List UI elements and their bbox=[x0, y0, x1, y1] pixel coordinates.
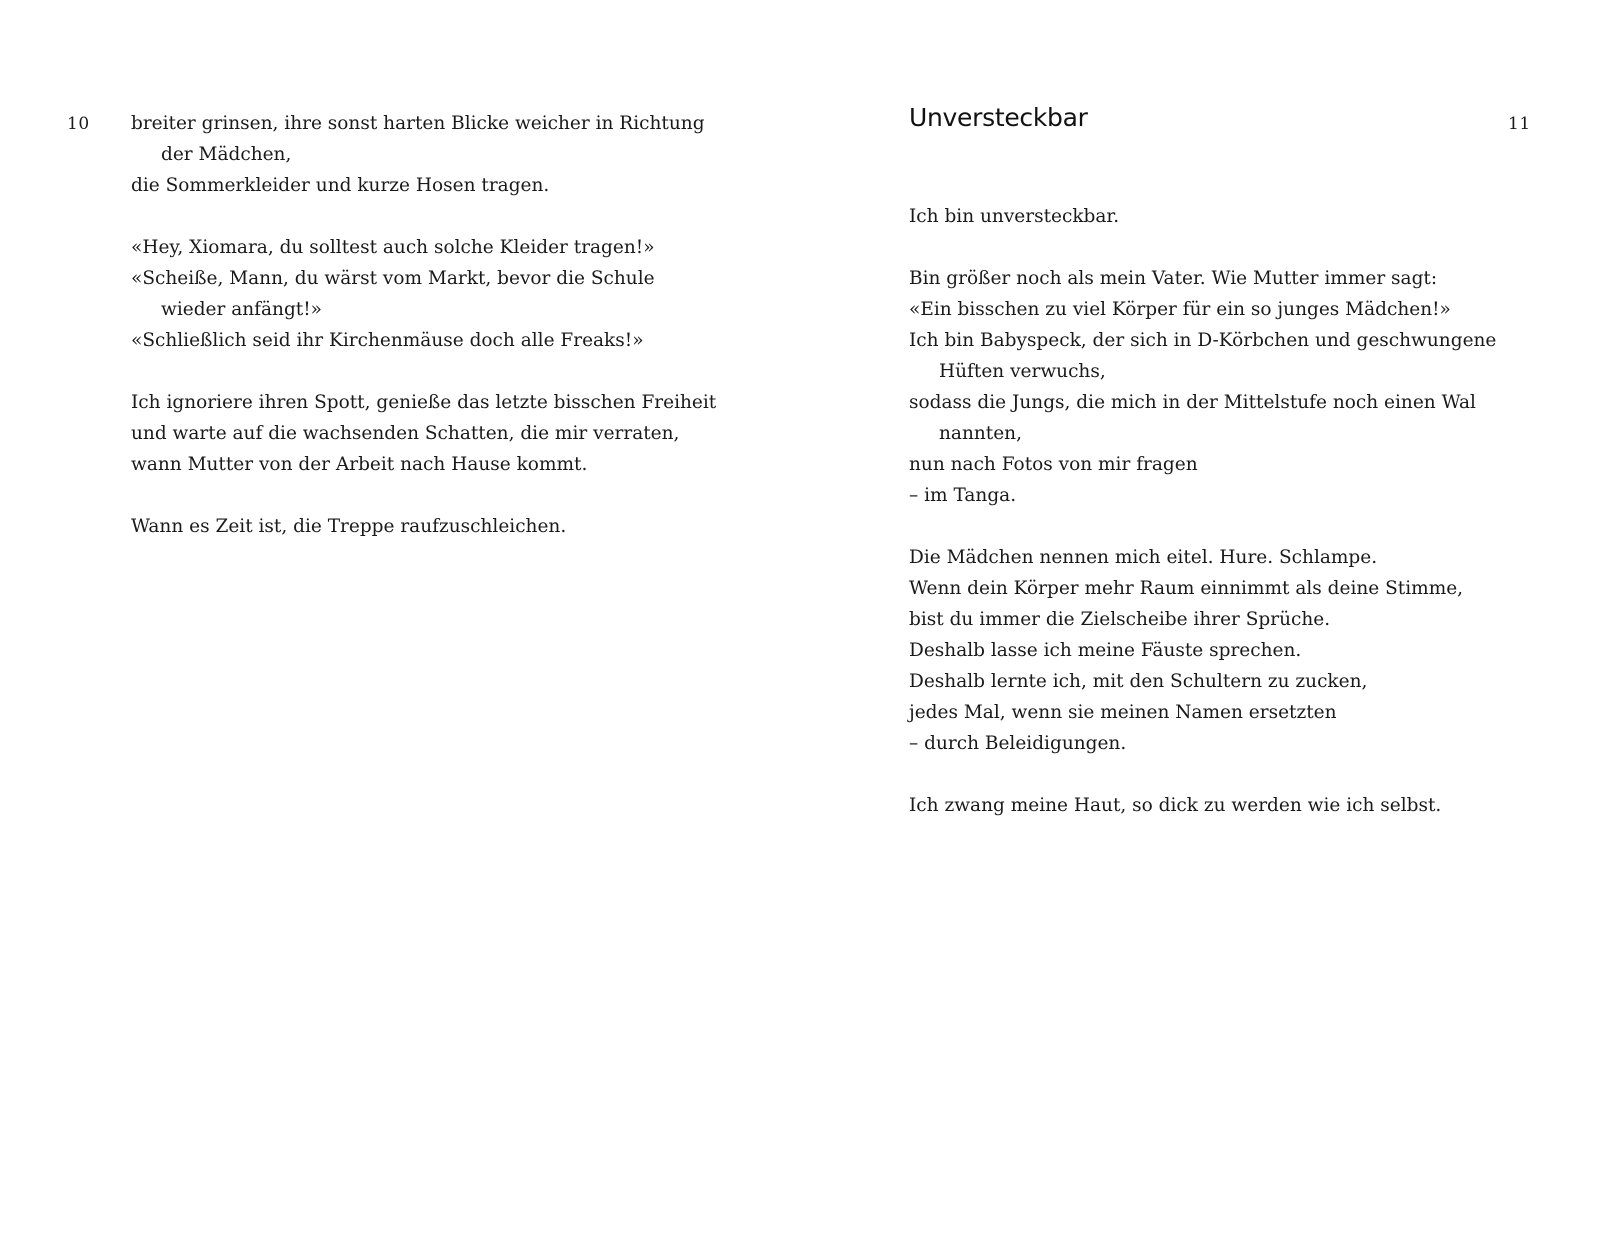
verse-line: Ich bin unversteckbar. bbox=[909, 206, 1120, 227]
verse-line: Deshalb lasse ich meine Fäuste sprechen. bbox=[909, 640, 1302, 661]
stanza bbox=[131, 511, 731, 542]
verse-line: «Hey, Xiomara, du solltest auch solche Kleider tragen!» bbox=[131, 237, 655, 258]
verse-line: «Ein bisschen zu viel Körper für ein so junges Mädchen!» bbox=[909, 299, 1451, 320]
verse-line: – im Tanga. bbox=[909, 485, 1017, 506]
stanza bbox=[909, 790, 1509, 821]
stanza bbox=[909, 263, 1509, 511]
stanza bbox=[909, 542, 1509, 759]
verse-line: Ich ignoriere ihren Spott, genieße das letzte bisschen Freiheit bbox=[131, 392, 717, 413]
verse-line: bist du immer die Zielscheibe ihrer Sprüche. bbox=[909, 609, 1331, 630]
stanza bbox=[131, 108, 731, 201]
verse-line: die Sommerkleider und kurze Hosen tragen. bbox=[131, 175, 550, 196]
stanza bbox=[131, 232, 731, 356]
verse-line: Die Mädchen nennen mich eitel. Hure. Schlampe. bbox=[909, 547, 1378, 568]
verse-line: Bin größer noch als mein Vater. Wie Mutter immer sagt: bbox=[909, 268, 1438, 289]
verse-line: – durch Beleidigungen. bbox=[909, 733, 1127, 754]
verse-line: Deshalb lernte ich, mit den Schultern zu zucken, bbox=[909, 671, 1368, 692]
verse-line: Ich zwang meine Haut, so dick zu werden wie ich selbst. bbox=[909, 795, 1442, 816]
verse-line: breiter grinsen, ihre sonst harten Blicke weicher in Richtung der Mädchen, bbox=[131, 113, 705, 165]
verse-line: nun nach Fotos von mir fragen bbox=[909, 454, 1198, 475]
verse-line: Wenn dein Körper mehr Raum einnimmt als deine Stimme, bbox=[909, 578, 1464, 599]
right-page-number: 11 bbox=[1508, 114, 1531, 134]
verse-line: Wann es Zeit ist, die Treppe raufzuschleichen. bbox=[131, 516, 567, 537]
verse-line: «Scheiße, Mann, du wärst vom Markt, bevor die Schule wieder anfängt!» bbox=[131, 268, 655, 320]
verse-line: wann Mutter von der Arbeit nach Hause kommt. bbox=[131, 454, 588, 475]
verse-line: jedes Mal, wenn sie meinen Namen ersetzten bbox=[909, 702, 1337, 723]
stanza bbox=[131, 387, 731, 480]
verse-line: sodass die Jungs, die mich in der Mittelstufe noch einen Wal nannten, bbox=[909, 392, 1476, 444]
verse-line: und warte auf die wachsenden Schatten, die mir verraten, bbox=[131, 423, 680, 444]
left-page-text bbox=[131, 108, 731, 573]
verse-line: Ich bin Babyspeck, der sich in D-Körbchen und geschwungene Hüften verwuchs, bbox=[909, 330, 1497, 382]
verse-line: «Schließlich seid ihr Kirchenmäuse doch alle Freaks!» bbox=[131, 330, 644, 351]
stanza bbox=[909, 201, 1509, 232]
right-page-text bbox=[909, 201, 1509, 852]
chapter-title: Unversteckbar bbox=[909, 103, 1088, 132]
left-page-number: 10 bbox=[67, 114, 90, 134]
